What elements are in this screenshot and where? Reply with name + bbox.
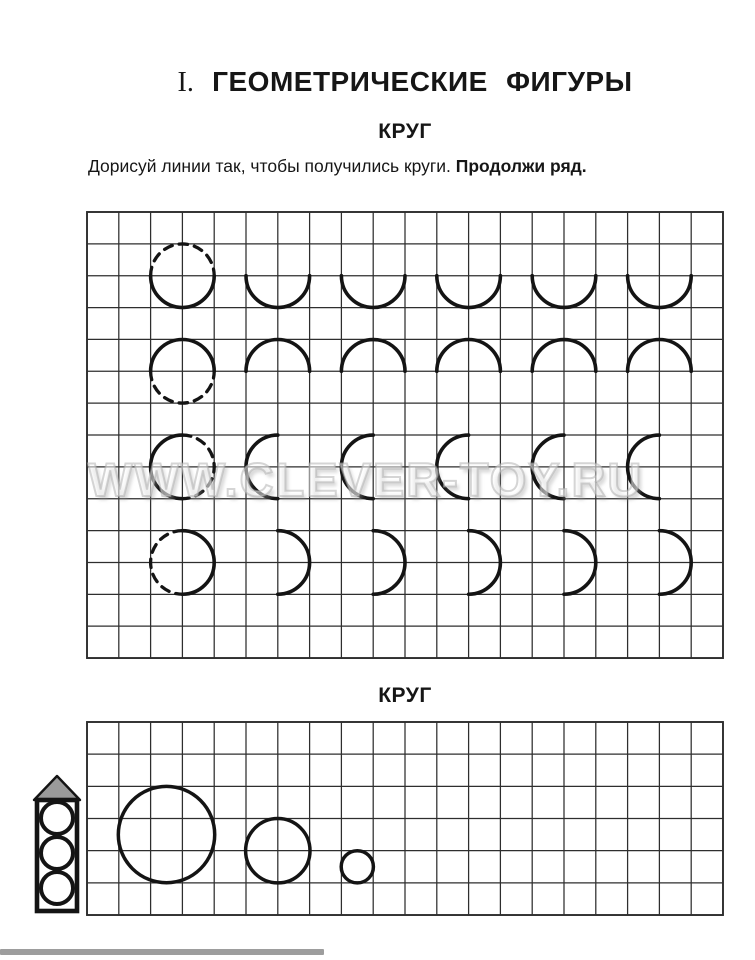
instruction-text: Дорисуй линии так, чтобы получились круги. [88,156,456,176]
section-numeral: I. [177,67,194,98]
circle-size-row-grid [84,719,726,918]
watermark-text: WWW.CLEVER-TOY.RU [88,453,644,506]
section-heading-circle-1: КРУГ [378,120,432,143]
page-title-text: ГЕОМЕТРИЧЕСКИЕ ФИГУРЫ [212,66,633,97]
instruction-bold-text: Продолжи ряд. [455,156,587,176]
task-instruction [88,156,587,177]
section-heading-circle-2: КРУГ [378,684,432,707]
traffic-light-icon [32,774,82,914]
circle-completion-grid [84,209,726,661]
page-edge-shadow [0,949,324,955]
page-title [87,66,723,99]
